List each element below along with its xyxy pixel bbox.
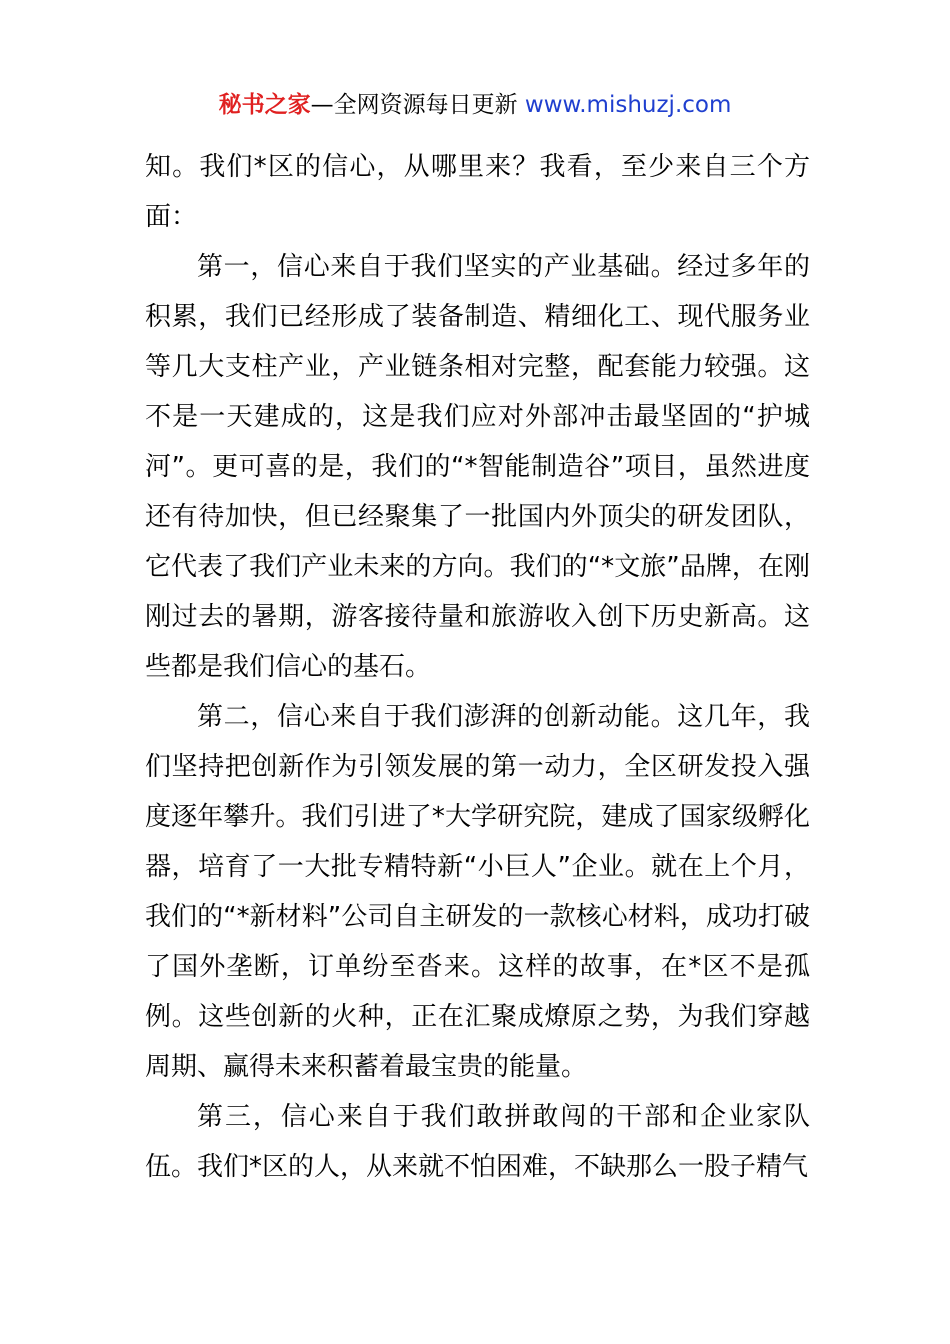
header-tagline: —全网资源每日更新 (310, 92, 525, 118)
site-url-link[interactable]: www.mishuzj.com (524, 92, 732, 118)
paragraph-first-point: 第一，信心来自于我们坚实的产业基础。经过多年的积累，我们已经形成了装备制造、精细化工、现代服务业等几大支柱产业，产业链条相对完整，配套能力较强。这不是一天建成的，这是我们应对外部冲击最坚固的“护城河”。更可喜的是，我们的“*智能制造谷”项目，虽然进度还有待加快，但已经聚集了一批国内外顶尖的研发团队，它代表了我们产业未来的方向。我们的“*文旅”品牌，在刚刚过去的暑期，游客接待量和旅游收入创下历史新高。这些都是我们信心的基石。 (145, 252, 810, 682)
brand-name: 秘书之家 (218, 92, 311, 118)
paragraph-third-point: 第三，信心来自于我们敢拼敢闯的干部和企业家队伍。我们*区的人，从来就不怕困难，不缺那么一股子精气 (145, 1102, 810, 1182)
paragraph-continuation: 知。我们*区的信心，从哪里来？我看，至少来自三个方面： (145, 152, 810, 232)
page-header (0, 86, 950, 124)
paragraph-second-point: 第二，信心来自于我们澎湃的创新动能。这几年，我们坚持把创新作为引领发展的第一动力，全区研发投入强度逐年攀升。我们引进了*大学研究院，建成了国家级孵化器，培育了一大批专精特新“小巨人”企业。就在上个月，我们的“*新材料”公司自主研发的一款核心材料，成功打破了国外垄断，订单纷至沓来。这样的故事，在*区不是孤例。这些创新的火种，正在汇聚成燎原之势，为我们穿越周期、赢得未来积蓄着最宝贵的能量。 (145, 702, 810, 1082)
document-body (145, 142, 810, 1192)
